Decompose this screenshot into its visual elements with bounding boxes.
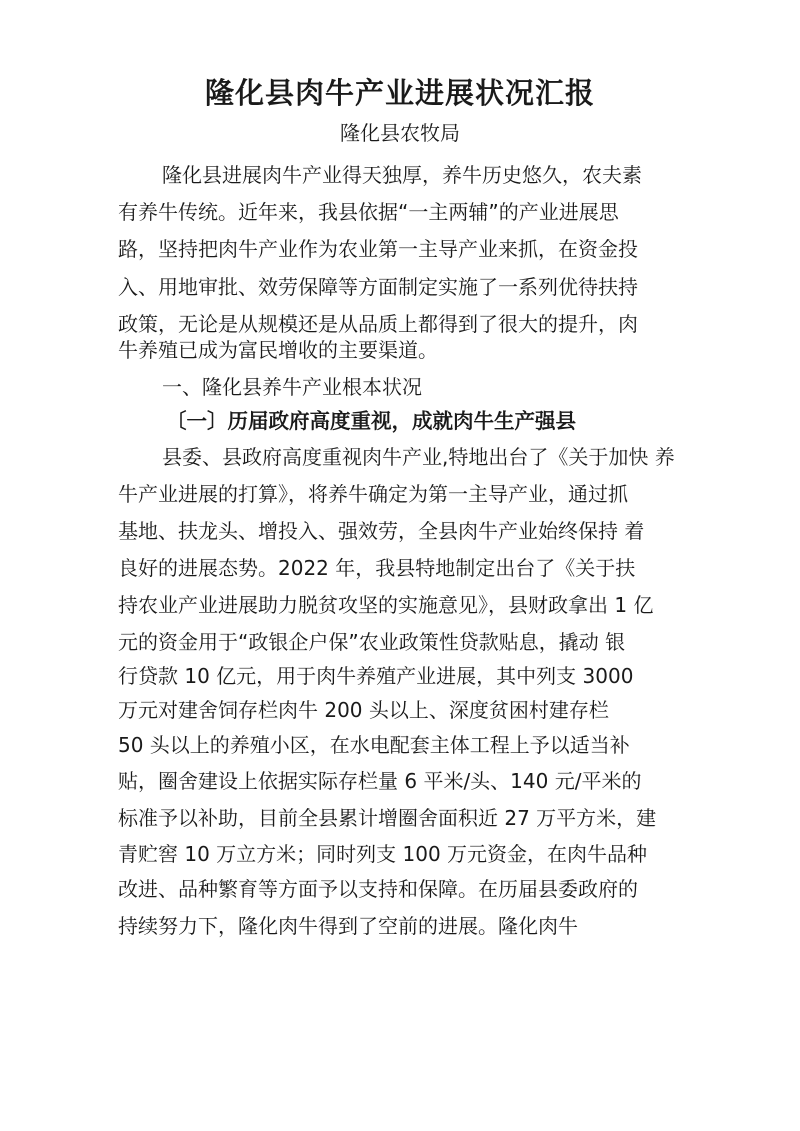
paragraph-line: 贴，圈舍建设上依据实际存栏量 6 平米/头、140 元/平米的: [118, 769, 642, 793]
paragraph-line: 入、用地审批、效劳保障等方面制定实施了一系列优待扶持: [118, 275, 638, 299]
paragraph-line: 隆化县进展肉牛产业得天独厚，养牛历史悠久，农夫素: [162, 163, 642, 187]
document-author: 隆化县农牧局: [340, 121, 460, 145]
paragraph-line: 标准予以补助，目前全县累计增圈舍面积近 27 万平方米，建: [118, 806, 657, 830]
paragraph-line: 牛养殖已成为富民增收的主要渠道。: [118, 338, 438, 362]
paragraph-line: 政策，无论是从规模还是从品质上都得到了很大的提升，肉: [118, 312, 638, 336]
paragraph-line: 有养牛传统。近年来，我县依据“一主两辅”的产业进展思: [118, 200, 619, 224]
paragraph-line: 元的资金用于“政银企户保”农业政策性贷款贴息，撬动 银: [118, 630, 626, 654]
section-heading: 一、隆化县养牛产业根本状况: [162, 375, 422, 399]
subsection-heading: 〔一〕历届政府高度重视，成就肉牛生产强县: [166, 409, 576, 433]
paragraph-line: 万元对建舍饲存栏肉牛 200 头以上、深度贫困村建存栏: [118, 698, 609, 722]
paragraph-line: 良好的进展态势。2022 年，我县特地制定出台了《关于扶: [118, 556, 636, 580]
paragraph-line: 青贮窖 10 万立方米；同时列支 100 万元资金，在肉牛品种: [118, 842, 648, 866]
paragraph-line: 持农业产业进展助力脱贫攻坚的实施意见》，县财政拿出 1 亿: [118, 593, 654, 617]
paragraph-line: 牛产业进展的打算》，将养牛确定为第一主导产业，通过抓: [118, 482, 628, 506]
paragraph-line: 50 头以上的养殖小区，在水电配套主体工程上予以适当补: [118, 733, 630, 757]
paragraph-line: 改进、品种繁育等方面予以支持和保障。在历届县委政府的: [118, 877, 638, 901]
document-title: 隆化县肉牛产业进展状况汇报: [204, 76, 595, 110]
paragraph-line: 行贷款 10 亿元，用于肉牛养殖产业进展，其中列支 3000: [118, 664, 634, 688]
paragraph-line: 路，坚持把肉牛产业作为农业第一主导产业来抓，在资金投: [118, 237, 638, 261]
paragraph-line: 持续努力下，隆化肉牛得到了空前的进展。隆化肉牛: [118, 914, 578, 938]
paragraph-line: 县委、县政府高度重视肉牛产业,特地出台了《关于加快 养: [162, 445, 675, 469]
paragraph-line: 基地、扶龙头、增投入、强效劳，全县肉牛产业始终保持 着: [118, 519, 645, 543]
